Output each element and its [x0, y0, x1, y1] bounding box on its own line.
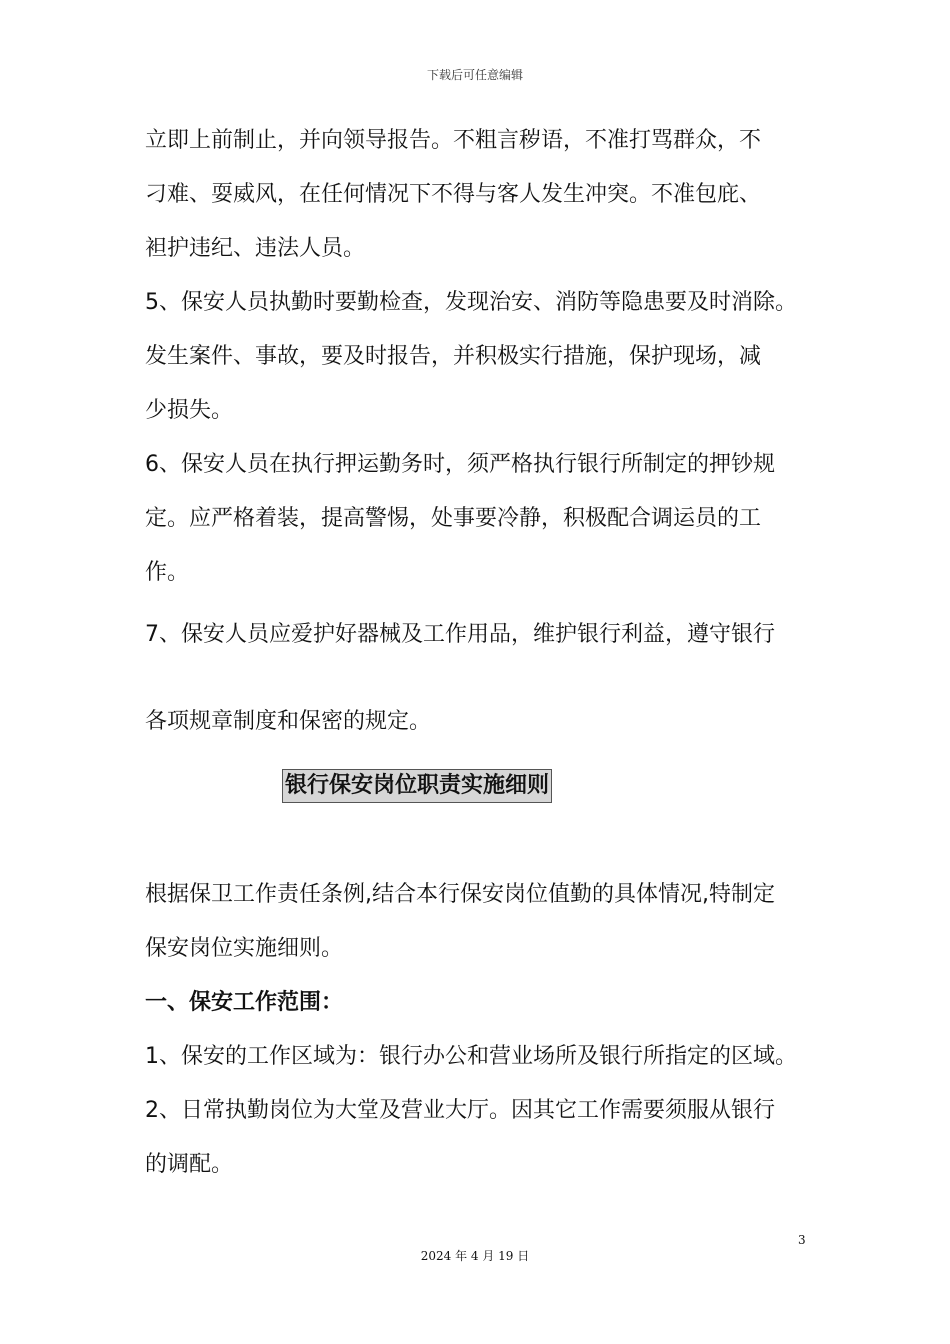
- list-item: 1、保安的工作区域为：银行办公和营业场所及银行所指定的区域。: [145, 1044, 797, 1069]
- body-line: 立即上前制止，并向领导报告。不粗言秽语，不准打骂群众，不: [145, 128, 762, 153]
- body-line: 5、保安人员执勤时要勤检查，发现治安、消防等隐患要及时消除。: [145, 290, 797, 315]
- section-title: 银行保安岗位职责实施细则: [282, 769, 552, 803]
- body-line: 作。: [145, 560, 190, 585]
- list-item: 的调配。: [145, 1152, 234, 1177]
- body-line: 定。应严格着装，提高警惕，处事要冷静，积极配合调运员的工: [145, 506, 762, 531]
- body-line: 袒护违纪、违法人员。: [145, 236, 366, 261]
- body-line: 6、保安人员在执行押运勤务时，须严格执行银行所制定的押钞规: [145, 452, 775, 477]
- footer-date: 2024 年 4 月 19 日: [420, 1249, 530, 1263]
- body-line: 少损失。: [145, 398, 234, 423]
- header-note: 下载后可任意编辑: [426, 68, 523, 82]
- intro-line: 根据保卫工作责任条例,结合本行保安岗位值勤的具体情况,特制定: [145, 882, 775, 907]
- list-item: 2、日常执勤岗位为大堂及营业大厅。因其它工作需要须服从银行: [145, 1098, 775, 1123]
- heading-scope: 一、保安工作范围：: [145, 990, 344, 1015]
- page-number: 3: [798, 1233, 806, 1247]
- body-line: 发生案件、事故，要及时报告，并积极实行措施，保护现场，减: [145, 344, 762, 369]
- body-line: 各项规章制度和保密的规定。: [145, 709, 432, 734]
- body-line: 7、保安人员应爱护好器械及工作用品，维护银行利益，遵守银行: [145, 622, 775, 647]
- body-line: 刁难、耍威风，在任何情况下不得与客人发生冲突。不准包庇、: [145, 182, 762, 207]
- intro-line: 保安岗位实施细则。: [145, 936, 344, 961]
